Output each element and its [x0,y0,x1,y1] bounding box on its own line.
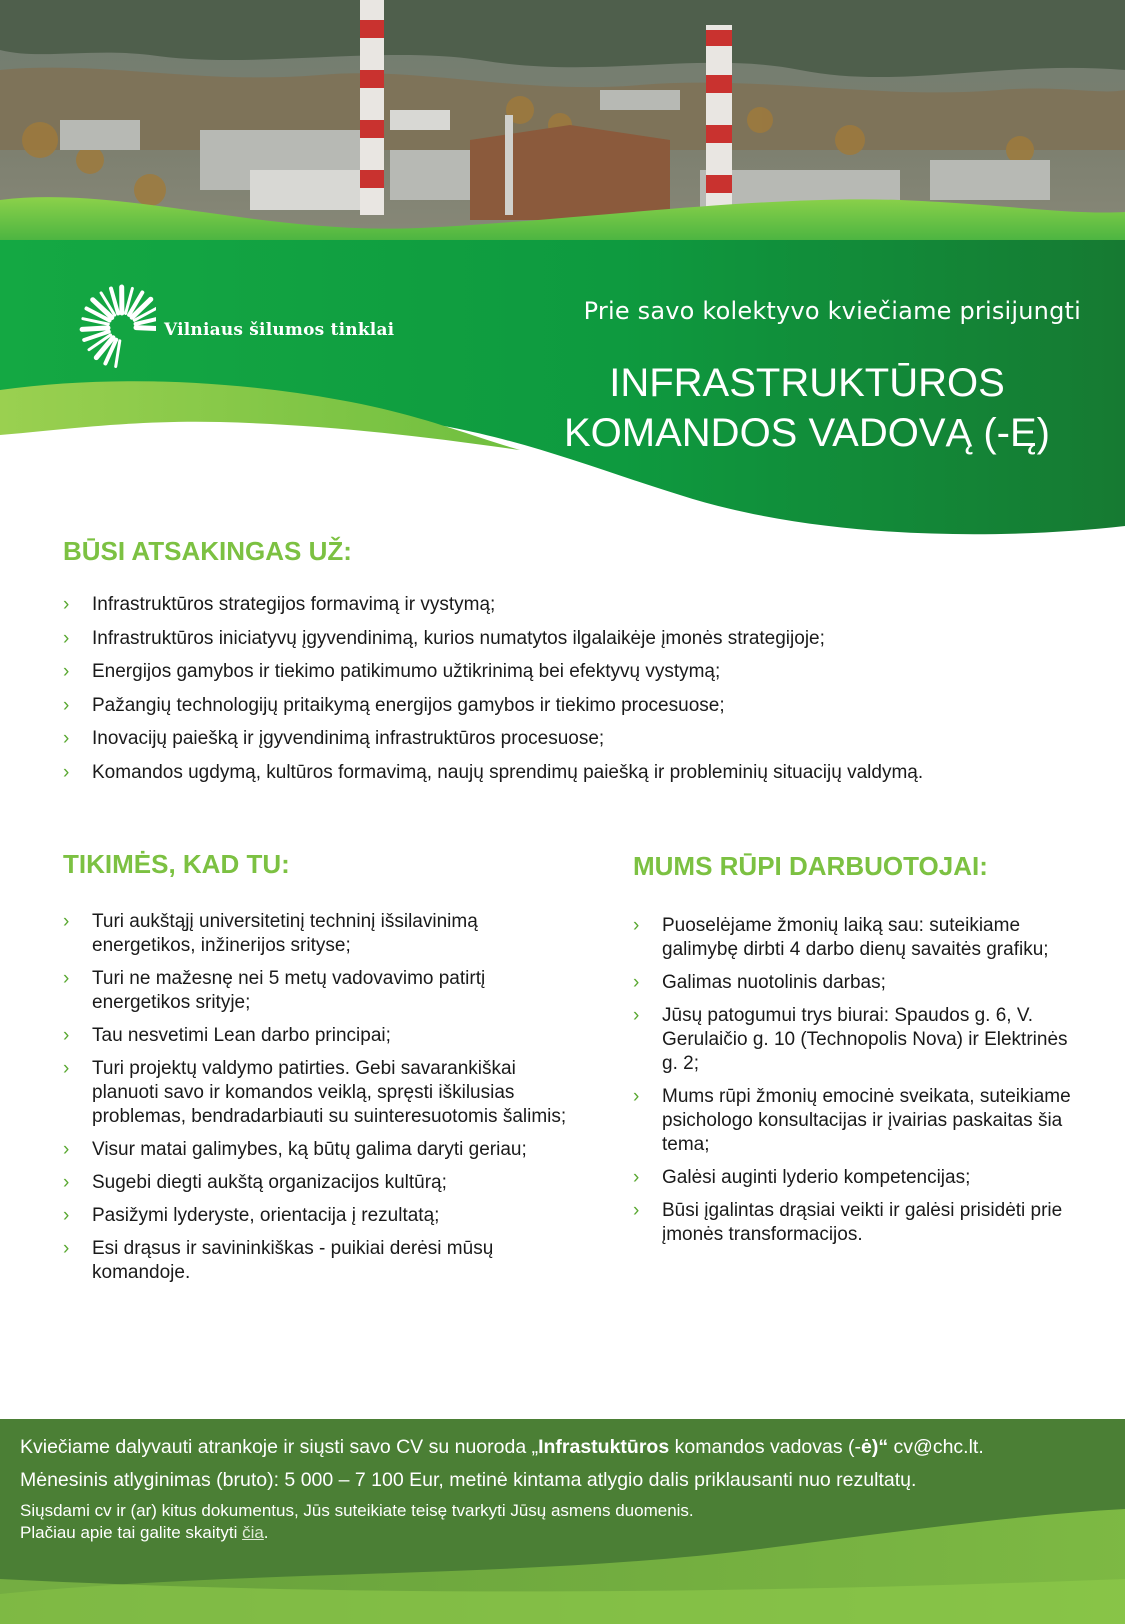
apply-reference-bold: Infrastuktūros [538,1436,670,1458]
chevron-right-icon: › [63,1205,70,1226]
chevron-right-icon: › [633,1167,640,1188]
list-item [63,593,1063,617]
list-item [63,967,583,1015]
list-item [633,1199,1073,1247]
list-item-text: Visur matai galimybes, ką būtų galima daryti geriau; [92,1139,527,1160]
chevron-right-icon: › [633,1200,640,1221]
chevron-right-icon: › [63,1058,70,1079]
logo-ray [116,341,120,367]
apply-text-middle: komandos vadovas (- [669,1436,862,1458]
chevron-right-icon: › [63,1025,70,1046]
list-item [633,914,1073,962]
list-item [63,1024,583,1048]
expectations-section [63,849,583,1294]
list-item [63,761,1063,785]
chevron-right-icon: › [63,761,70,783]
list-item-text: Sugebi diegti aukštą organizacijos kultūrą; [92,1172,447,1193]
chevron-right-icon: › [63,627,70,649]
list-item-text: Turi projektų valdymo patirties. Gebi savarankiškai planuoti savo ir komandos veiklą, spręsti iškilusias problemas, bendradarbiauti su suinteresuotomis šalimis; [92,1058,567,1127]
list-item-text: Pasižymi lyderyste, orientacija į rezultatą; [92,1205,440,1226]
logo-text: Vilniaus šilumos tinklai [164,319,395,340]
expectations-heading: TIKIMĖS, KAD TU: [63,849,290,879]
list-item-text: Būsi įgalintas drąsiai veikti ir galėsi prisidėti prie įmonės transformacijos. [662,1200,1063,1245]
chevron-right-icon: › [63,594,70,615]
list-item-text: Infrastruktūros strategijos formavimą ir vystymą; [92,594,496,615]
hero-photo [0,0,1125,260]
salary-info: Mėnesinis atlyginimas (bruto): 5 000 – 7 100 Eur, metinė kintama atlygio dalis priklausanti nuo rezultatų. [20,1469,917,1491]
list-item [63,1204,583,1228]
list-item-text: Infrastruktūros iniciatyvų įgyvendinimą, kurios numatytos ilgalaikėje įmonės strategijoje; [92,627,825,649]
list-item [63,1237,583,1285]
apply-email[interactable]: cv@chc.lt. [888,1436,984,1458]
list-item [63,694,1063,718]
chevron-right-icon: › [63,968,70,989]
benefits-list [633,914,1073,1247]
privacy-more-text: Plačiau apie tai galite skaityti [20,1523,243,1542]
sunburst-logo-icon [74,284,156,375]
job-title-line-1: INFRASTRUKTŪROS [609,361,1005,405]
list-item [633,971,1073,995]
benefits-heading: MUMS RŪPI DARBUOTOJAI: [633,851,988,881]
list-item [63,1138,583,1162]
chevron-right-icon: › [63,694,70,716]
chevron-right-icon: › [633,1086,640,1107]
apply-text: Kviečiame dalyvauti atrankoje ir siųsti savo CV su nuoroda „ [20,1436,539,1458]
list-item [63,1171,583,1195]
chevron-right-icon: › [63,1139,70,1160]
list-item-text: Inovacijų paiešką ir įgyvendinimą infrastruktūros procesuose; [92,728,605,749]
logo-ray [136,328,156,329]
list-item [633,1085,1073,1157]
job-title [527,358,1087,458]
footer [0,1419,1125,1624]
list-item-text: Energijos gamybos ir tiekimo patikimumo užtikrinimą bei efektyvų vystymą; [92,661,721,682]
chevron-right-icon: › [63,661,70,682]
chevron-right-icon: › [633,915,640,936]
list-item-text: Mums rūpi žmonių emocinė sveikata, suteikiame psichologo konsultacijas ir įvairias paskaitas šia tema; [662,1086,1071,1155]
privacy-more [20,1522,1110,1544]
list-item-text: Jūsų patogumui trys biurai: Spaudos g. 6, V. Gerulaičio g. 10 (Technopolis Nova) ir Elektrinės g. 2; [662,1005,1068,1074]
job-title-line-2: KOMANDOS VADOVĄ (-Ę) [564,411,1050,455]
responsibilities-heading: BŪSI ATSAKINGAS UŽ: [63,536,352,566]
chevron-right-icon: › [63,911,70,932]
list-item-text: Esi drąsus ir savininkiškas - puikiai derėsi mūsų komandoje. [92,1238,494,1283]
company-logo [74,284,394,375]
chevron-right-icon: › [63,728,70,749]
list-item-text: Turi aukštąjį universitetinį techninį išsilavinimą energetikos, inžinerijos srityse; [92,911,478,956]
list-item [63,1057,583,1129]
list-item [63,660,1063,684]
expectations-list [63,910,583,1285]
logo-ray [82,328,108,330]
apply-reference-bold-end: ė)“ [861,1436,889,1458]
chevron-right-icon: › [633,972,640,993]
benefits-section [633,851,1073,1256]
list-item [63,627,1063,651]
list-item-text: Galimas nuotolinis darbas; [662,972,886,993]
privacy-more-suffix: . [263,1523,269,1542]
list-item-text: Turi ne mažesnę nei 5 metų vadovavimo patirtį energetikos srityje; [92,968,486,1013]
list-item-text: Tau nesvetimi Lean darbo principai; [92,1025,391,1046]
responsibilities-section [63,536,1063,794]
apply-instructions [20,1435,1110,1459]
list-item [633,1004,1073,1076]
footer-content [20,1435,1110,1544]
list-item-text: Galėsi auginti lyderio kompetencijas; [662,1167,971,1188]
privacy-notice: Siųsdami cv ir (ar) kitus dokumentus, Jūs suteikiate teisę tvarkyti Jūsų asmens duomenis. [20,1501,694,1520]
chevron-right-icon: › [63,1172,70,1193]
chevron-right-icon: › [633,1005,640,1026]
chevron-right-icon: › [63,1238,70,1259]
list-item-text: Pažangių technologijų pritaikymą energijos gamybos ir tiekimo procesuose; [92,694,725,716]
list-item-text: Puoselėjame žmonių laiką sau: suteikiame galimybę dirbti 4 darbo dienų savaitės grafiku; [662,915,1049,960]
list-item [63,910,583,958]
privacy-link[interactable]: čia [242,1523,264,1542]
responsibilities-list [63,593,1063,785]
list-item-text: Komandos ugdymą, kultūros formavimą, naujų sprendimų paiešką ir probleminių situacijų valdymą. [92,761,924,783]
tagline: Prie savo kolektyvo kviečiame prisijungti [583,297,1081,325]
list-item [63,727,1063,751]
list-item [633,1166,1073,1190]
